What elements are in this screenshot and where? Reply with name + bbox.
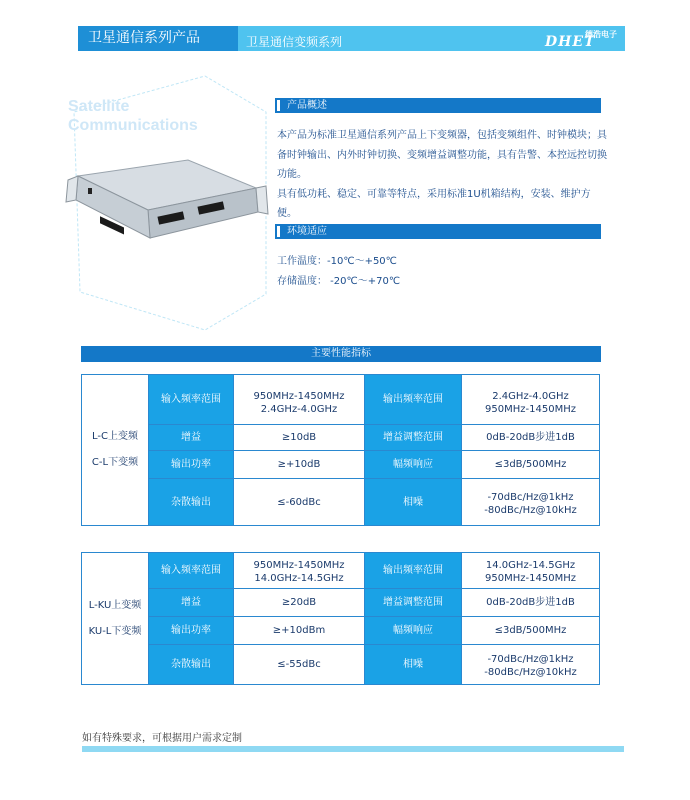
spec-table-lc bbox=[81, 374, 600, 526]
param-label: 增益 bbox=[149, 425, 234, 451]
footer-bar bbox=[82, 746, 624, 752]
value-line: 950MHz-1450MHz bbox=[253, 560, 345, 571]
param-value bbox=[462, 553, 600, 589]
param-label: 输出频率范围 bbox=[365, 375, 462, 425]
value-line: 2.4GHz-4.0GHz bbox=[492, 390, 569, 402]
param-value bbox=[234, 375, 365, 425]
customization-note: 如有特殊要求，可根据用户需求定制 bbox=[82, 733, 242, 744]
banner-title: 卫星通信系列产品 bbox=[78, 26, 238, 51]
table-row bbox=[82, 451, 600, 479]
overview-heading bbox=[275, 98, 601, 113]
table-row bbox=[82, 553, 600, 589]
group-line: L-KU上变频 bbox=[88, 599, 142, 611]
environment-heading bbox=[275, 224, 601, 239]
overview-paragraph: 具有低功耗、稳定、可靠等特点，采用标准1U机箱结构，安装、维护方便。 bbox=[277, 188, 591, 219]
table-row bbox=[82, 645, 600, 685]
overview-heading-text: 产品概述 bbox=[287, 100, 327, 111]
param-value: 0dB-20dB步进1dB bbox=[462, 425, 600, 451]
param-value bbox=[234, 553, 365, 589]
param-value bbox=[462, 645, 600, 685]
value-line: 14.0GHz-14.5GHz bbox=[485, 560, 576, 571]
param-value bbox=[462, 479, 600, 526]
operating-temperature: 工作温度：-10℃～+50℃ bbox=[277, 256, 397, 267]
param-label: 幅频响应 bbox=[365, 451, 462, 479]
hero-line1: Satellite bbox=[68, 98, 130, 115]
param-value: ≤-60dBc bbox=[234, 479, 365, 526]
group-label bbox=[82, 553, 149, 685]
param-label: 杂散输出 bbox=[149, 645, 234, 685]
table-row bbox=[82, 617, 600, 645]
param-value: ≥+10dBm bbox=[234, 617, 365, 645]
value-line: -80dBc/Hz@10kHz bbox=[484, 505, 577, 516]
param-label: 输入频率范围 bbox=[149, 553, 234, 589]
hero-line2: Communications bbox=[68, 117, 198, 134]
company-logo bbox=[541, 28, 619, 49]
param-value: ≥+10dB bbox=[234, 451, 365, 479]
table-row bbox=[82, 425, 600, 451]
param-label: 输出功率 bbox=[149, 617, 234, 645]
param-value: ≤-55dBc bbox=[234, 645, 365, 685]
param-value bbox=[462, 375, 600, 425]
group-line: L-C上变频 bbox=[92, 431, 138, 442]
value-line: 950MHz-1450MHz bbox=[253, 390, 345, 402]
spec-table-ku bbox=[81, 552, 600, 685]
param-label: 增益调整范围 bbox=[365, 425, 462, 451]
param-label: 杂散输出 bbox=[149, 479, 234, 526]
table-row bbox=[82, 479, 600, 526]
param-label: 增益 bbox=[149, 589, 234, 617]
param-label: 相噪 bbox=[365, 645, 462, 685]
param-value: 0dB-20dB步进1dB bbox=[462, 589, 600, 617]
group-line: KU-L下变频 bbox=[88, 625, 142, 637]
top-banner bbox=[78, 26, 625, 51]
param-label: 增益调整范围 bbox=[365, 589, 462, 617]
heading-marker bbox=[277, 100, 280, 111]
hero-heading bbox=[68, 97, 198, 135]
value-line: 950MHz-1450MHz bbox=[485, 403, 576, 415]
group-label bbox=[82, 375, 149, 526]
environment-heading-text: 环境适应 bbox=[287, 226, 327, 237]
heading-marker bbox=[277, 226, 280, 237]
param-label: 幅频响应 bbox=[365, 617, 462, 645]
logo-cn-text: 德浩电子 bbox=[585, 30, 617, 39]
table-row bbox=[82, 375, 600, 425]
logo-en-text: DHET bbox=[545, 34, 596, 50]
overview-description bbox=[277, 126, 607, 224]
param-label: 输入频率范围 bbox=[149, 375, 234, 425]
table-row bbox=[82, 589, 600, 617]
param-value: ≥10dB bbox=[234, 425, 365, 451]
value-line: 950MHz-1450MHz bbox=[485, 573, 576, 584]
device-illustration bbox=[48, 158, 270, 256]
storage-temperature: 存储温度： -20℃～+70℃ bbox=[277, 276, 401, 287]
group-line: C-L下变频 bbox=[91, 457, 139, 468]
value-line: -70dBc/Hz@1kHz bbox=[487, 653, 574, 665]
overview-paragraph: 本产品为标准卫星通信系列产品上下变频器，包括变频组件、时钟模块；具备时钟输出、内外时钟切换、变频增益调整功能，具有告警、本控远控切换功能。 bbox=[277, 130, 607, 180]
value-line: 2.4GHz-4.0GHz bbox=[260, 403, 338, 415]
specs-heading: 主要性能指标 bbox=[81, 346, 601, 362]
param-label: 输出频率范围 bbox=[365, 553, 462, 589]
param-label: 相噪 bbox=[365, 479, 462, 526]
param-value: ≤3dB/500MHz bbox=[462, 617, 600, 645]
param-value: ≤3dB/500MHz bbox=[462, 451, 600, 479]
banner-subtitle: 卫星通信变频系列 bbox=[246, 35, 343, 49]
value-line: -80dBc/Hz@10kHz bbox=[484, 666, 577, 678]
param-label: 输出功率 bbox=[149, 451, 234, 479]
value-line: -70dBc/Hz@1kHz bbox=[487, 492, 574, 503]
param-value: ≥20dB bbox=[234, 589, 365, 617]
value-line: 14.0GHz-14.5GHz bbox=[254, 573, 344, 584]
